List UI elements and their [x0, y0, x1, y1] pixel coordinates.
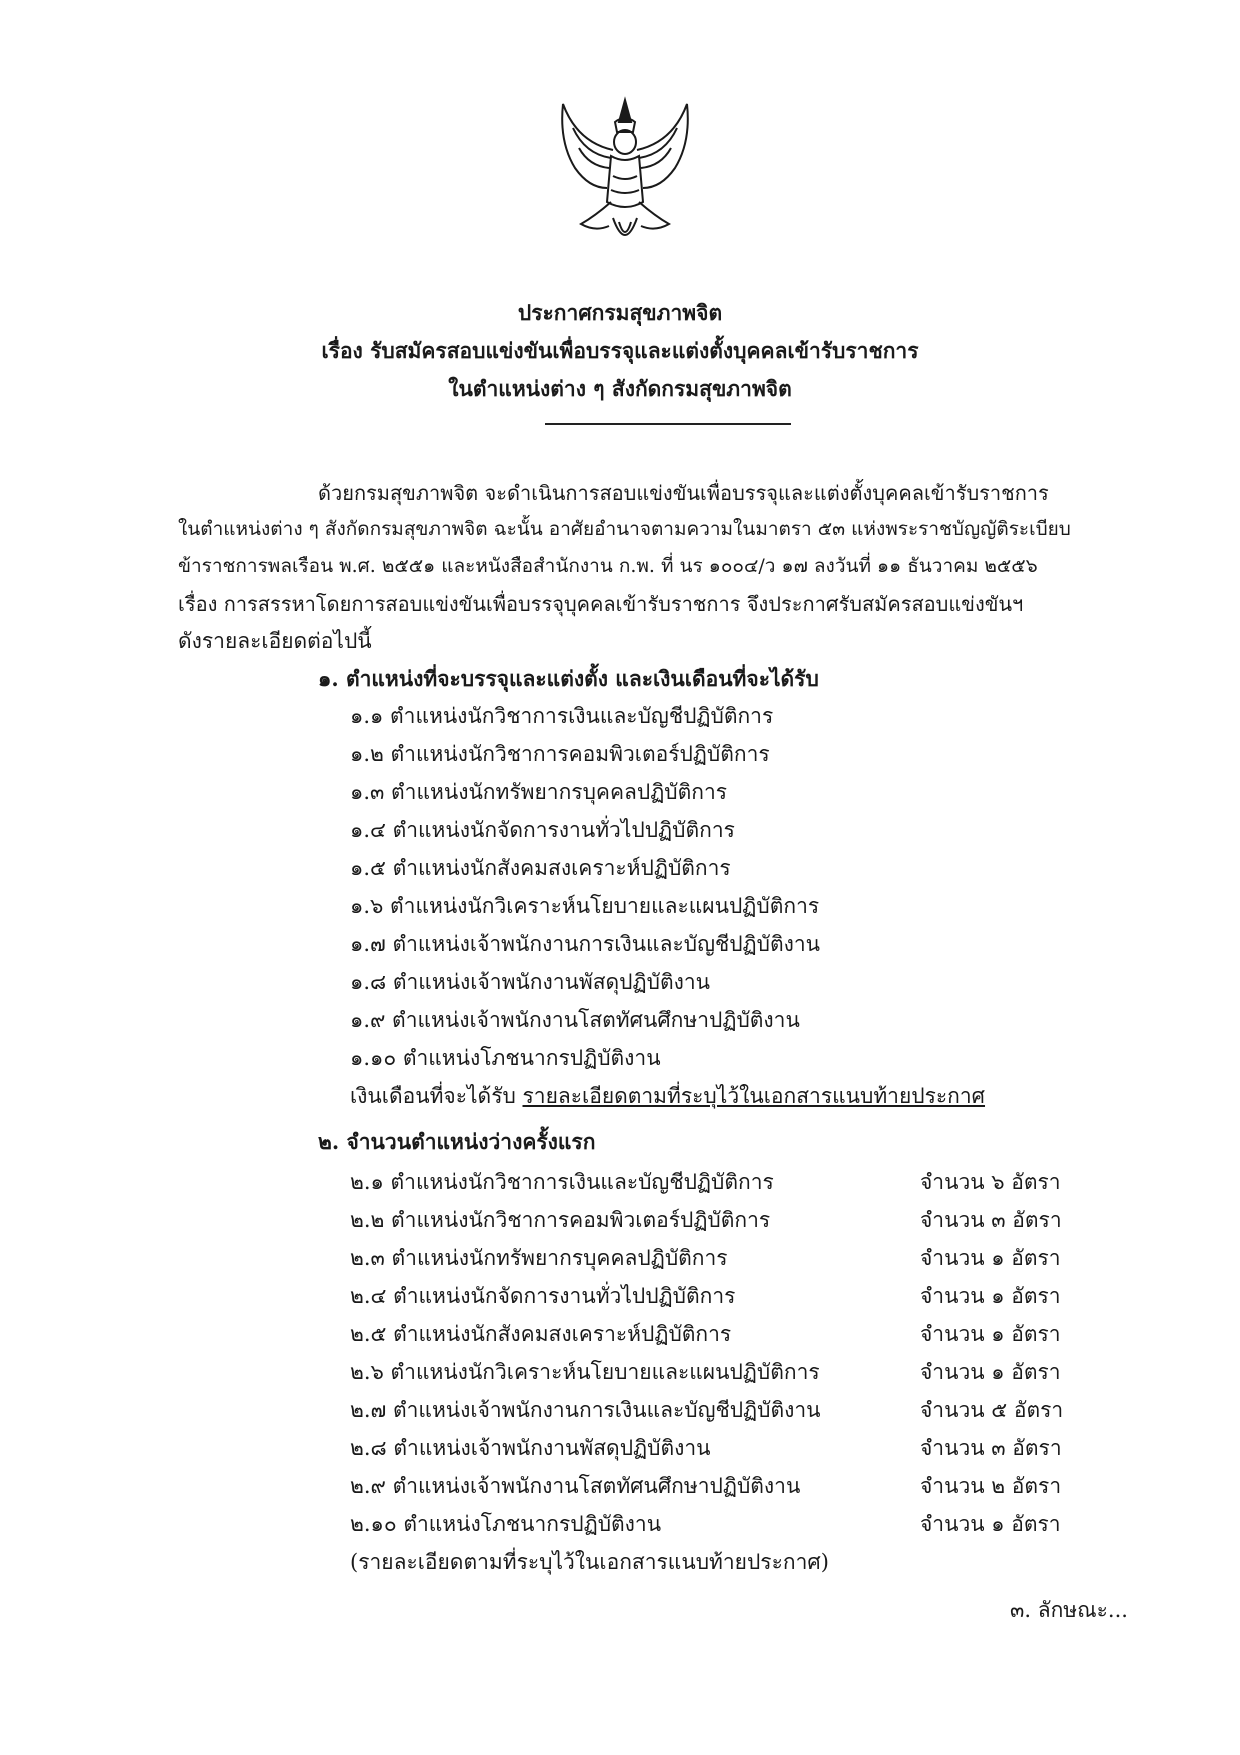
section-1-item: ๑.๖ ตำแหน่งนักวิเคราะห์นโยบายและแผนปฏิบัติการ — [350, 894, 820, 918]
announcement-title: ประกาศกรมสุขภาพจิต — [517, 300, 723, 325]
intro-line-4: เรื่อง การสรรหาโดยการสอบแข่งขันเพื่อบรรจุบุคคลเข้ารับราชการ จึงประกาศรับสมัครสอบแข่งขันฯ — [178, 592, 1024, 616]
intro-line-2: ในตำแหน่งต่าง ๆ สังกัดกรมสุขภาพจิต ฉะนั้น อาศัยอำนาจตามความในมาตรา ๕๓ แห่งพระราชบัญญัติระเบียบ — [178, 518, 1071, 540]
vacancy-position: ๒.๕ ตำแหน่งนักสังคมสงเคราะห์ปฏิบัติการ — [350, 1322, 732, 1346]
salary-prefix: เงินเดือนที่จะได้รับ — [350, 1084, 516, 1108]
section-1-item: ๑.๕ ตำแหน่งนักสังคมสงเคราะห์ปฏิบัติการ — [350, 856, 731, 880]
section-1-item: ๑.๔ ตำแหน่งนักจัดการงานทั่วไปปฏิบัติการ — [350, 818, 735, 842]
garuda-emblem — [555, 92, 695, 260]
vacancy-count: จำนวน ๕ อัตรา — [920, 1398, 1064, 1422]
vacancy-position: ๒.๔ ตำแหน่งนักจัดการงานทั่วไปปฏิบัติการ — [350, 1284, 736, 1308]
section-1-heading: ๑. ตำแหน่งที่จะบรรจุและแต่งตั้ง และเงินเดือนที่จะได้รับ — [318, 666, 819, 691]
salary-line — [350, 1086, 985, 1107]
section-1-item: ๑.๑๐ ตำแหน่งโภชนากรปฏิบัติงาน — [350, 1046, 661, 1070]
continued-marker: ๓. ลักษณะ... — [1010, 1598, 1128, 1622]
vacancy-position: ๒.๘ ตำแหน่งเจ้าพนักงานพัสดุปฏิบัติงาน — [350, 1436, 711, 1460]
vacancy-count: จำนวน ๒ อัตรา — [920, 1474, 1062, 1498]
announcement-subject: เรื่อง รับสมัครสอบแข่งขันเพื่อบรรจุและแต่งตั้งบุคคลเข้ารับราชการ — [321, 338, 919, 363]
vacancy-count: จำนวน ๓ อัตรา — [920, 1208, 1062, 1232]
salary-details-link[interactable]: รายละเอียดตามที่ระบุไว้ในเอกสารแนบท้ายประกาศ — [522, 1084, 986, 1108]
intro-line-3: ข้าราชการพลเรือน พ.ศ. ๒๕๕๑ และหนังสือสำนักงาน ก.พ. ที่ นร ๑๐๐๔/ว ๑๗ ลงวันที่ ๑๑ ธันวาคม ๒๕๕๖ — [178, 555, 1038, 577]
section-1-item: ๑.๒ ตำแหน่งนักวิชาการคอมพิวเตอร์ปฏิบัติการ — [350, 742, 770, 766]
section-1-item: ๑.๘ ตำแหน่งเจ้าพนักงานพัสดุปฏิบัติงาน — [350, 970, 710, 994]
section-1-item: ๑.๗ ตำแหน่งเจ้าพนักงานการเงินและบัญชีปฏิบัติงาน — [350, 932, 821, 956]
vacancy-count: จำนวน ๑ อัตรา — [920, 1512, 1061, 1536]
intro-line-1: ด้วยกรมสุขภาพจิต จะดำเนินการสอบแข่งขันเพื่อบรรจุและแต่งตั้งบุคคลเข้ารับราชการ — [318, 481, 1049, 505]
vacancy-count: จำนวน ๓ อัตรา — [920, 1436, 1062, 1460]
section-2-heading: ๒. จำนวนตำแหน่งว่างครั้งแรก — [318, 1129, 596, 1154]
vacancy-position: ๒.๑๐ ตำแหน่งโภชนากรปฏิบัติงาน — [350, 1512, 662, 1536]
vacancy-position: ๒.๖ ตำแหน่งนักวิเคราะห์นโยบายและแผนปฏิบัติการ — [350, 1360, 820, 1384]
vacancy-position: ๒.๓ ตำแหน่งนักทรัพยากรบุคคลปฏิบัติการ — [350, 1246, 728, 1270]
section-1-item: ๑.๙ ตำแหน่งเจ้าพนักงานโสตทัศนศึกษาปฏิบัติงาน — [350, 1008, 800, 1032]
announcement-subject-line2: ในตำแหน่งต่าง ๆ สังกัดกรมสุขภาพจิต — [448, 376, 792, 401]
vacancy-count: จำนวน ๖ อัตรา — [920, 1170, 1061, 1194]
section-1-item: ๑.๓ ตำแหน่งนักทรัพยากรบุคคลปฏิบัติการ — [350, 780, 728, 804]
vacancy-count: จำนวน ๑ อัตรา — [920, 1322, 1061, 1346]
section-2-note: (รายละเอียดตามที่ระบุไว้ในเอกสารแนบท้ายประกาศ) — [350, 1550, 829, 1574]
vacancy-count: จำนวน ๑ อัตรา — [920, 1284, 1061, 1308]
intro-line-5: ดังรายละเอียดต่อไปนี้ — [178, 629, 372, 653]
vacancy-position: ๒.๑ ตำแหน่งนักวิชาการเงินและบัญชีปฏิบัติการ — [350, 1170, 774, 1194]
vacancy-position: ๒.๙ ตำแหน่งเจ้าพนักงานโสตทัศนศึกษาปฏิบัติงาน — [350, 1474, 801, 1498]
section-1-item: ๑.๑ ตำแหน่งนักวิชาการเงินและบัญชีปฏิบัติการ — [350, 704, 774, 728]
vacancy-position: ๒.๗ ตำแหน่งเจ้าพนักงานการเงินและบัญชีปฏิบัติงาน — [350, 1398, 821, 1422]
title-divider — [545, 423, 791, 425]
vacancy-count: จำนวน ๑ อัตรา — [920, 1360, 1061, 1384]
vacancy-count: จำนวน ๑ อัตรา — [920, 1246, 1061, 1270]
vacancy-position: ๒.๒ ตำแหน่งนักวิชาการคอมพิวเตอร์ปฏิบัติการ — [350, 1208, 771, 1232]
